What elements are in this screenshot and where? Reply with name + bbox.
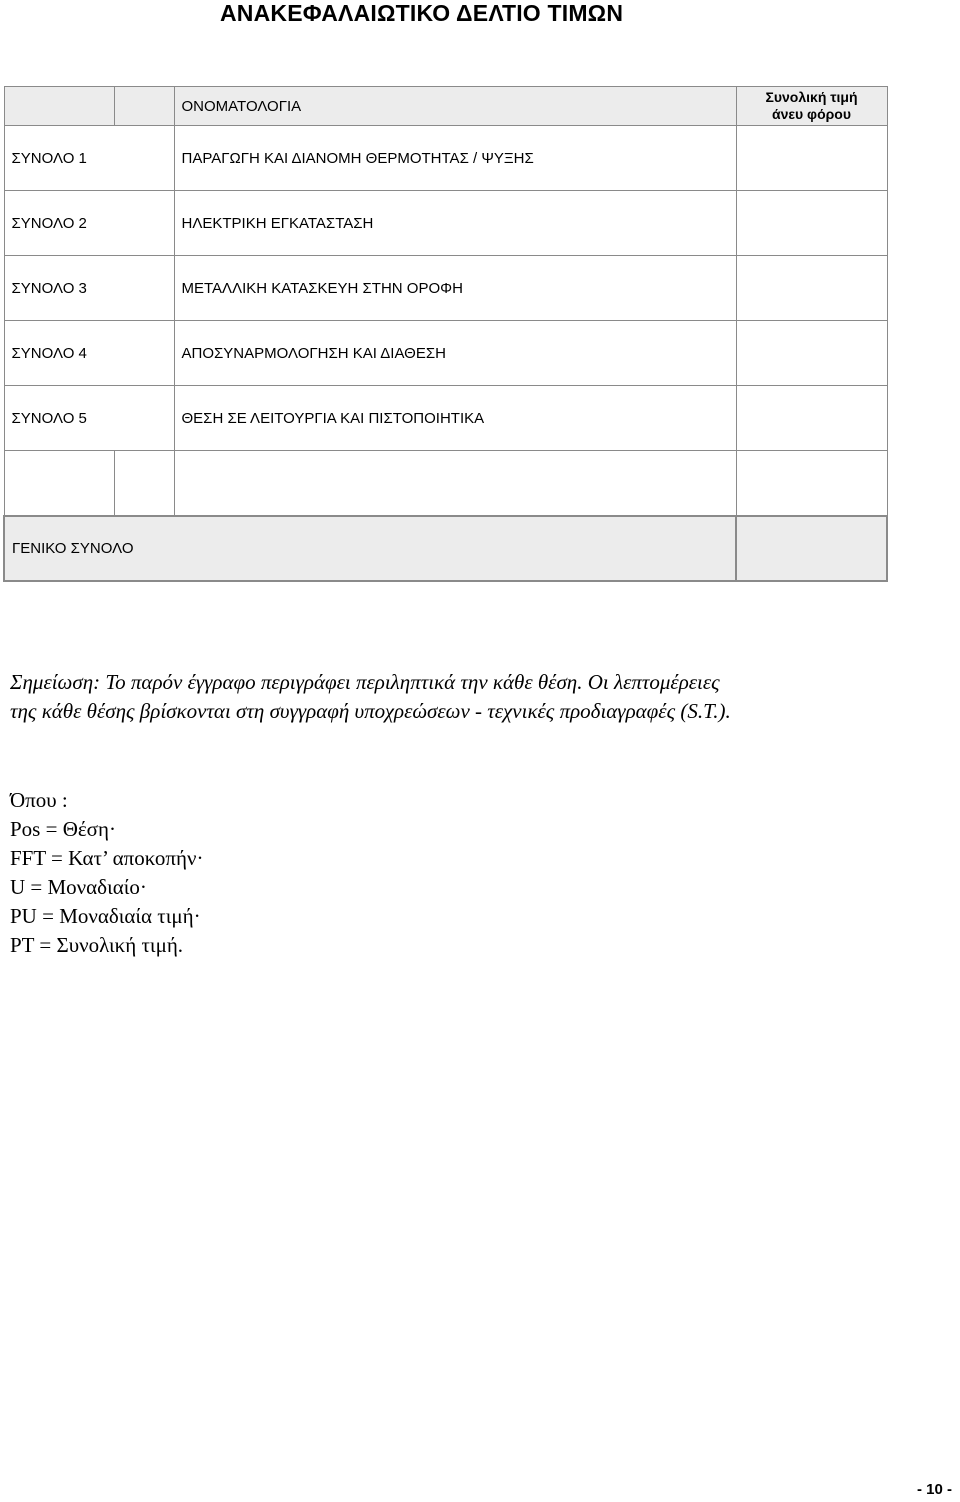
row-code: ΣΥΝΟΛΟ 4 bbox=[4, 321, 174, 386]
row-name: ΘΕΣΗ ΣΕ ΛΕΙΤΟΥΡΓΙΑ ΚΑΙ ΠΙΣΤΟΠΟΙΗΤΙΚΑ bbox=[174, 386, 736, 451]
legend-heading: Όπου : bbox=[10, 788, 68, 812]
header-price-cell bbox=[736, 87, 887, 126]
table-row bbox=[4, 126, 887, 191]
note-paragraph bbox=[10, 668, 950, 726]
row-code bbox=[4, 451, 114, 517]
row-name bbox=[174, 451, 736, 517]
row-name: ΠΑΡΑΓΩΓΗ ΚΑΙ ΔΙΑΝΟΜΗ ΘΕΡΜΟΤΗΤΑΣ / ΨΥΞΗΣ bbox=[174, 126, 736, 191]
grand-total-label: ΓΕΝΙΚΟ ΣΥΝΟΛΟ bbox=[4, 516, 736, 581]
legend-item: Pos = Θέση· bbox=[10, 817, 116, 841]
grand-total-row bbox=[4, 516, 887, 581]
header-name-cell: ΟΝΟΜΑΤΟΛΟΓΙΑ bbox=[174, 87, 736, 126]
note-line: της κάθε θέσης βρίσκονται στη συγγραφή υποχρεώσεων - τεχνικές προδιαγραφές (S.T.). bbox=[10, 699, 731, 723]
header-code-cell bbox=[4, 87, 114, 126]
row-price[interactable] bbox=[736, 321, 887, 386]
row-price[interactable] bbox=[736, 191, 887, 256]
legend-item: FFT = Κατ’ αποκοπήν· bbox=[10, 846, 204, 870]
grand-total-value[interactable] bbox=[736, 516, 887, 581]
row-code: ΣΥΝΟΛΟ 1 bbox=[4, 126, 174, 191]
row-price[interactable] bbox=[736, 126, 887, 191]
row-price[interactable] bbox=[736, 386, 887, 451]
table-row bbox=[4, 386, 887, 451]
row-code: ΣΥΝΟΛΟ 3 bbox=[4, 256, 174, 321]
table-row bbox=[4, 256, 887, 321]
row-code: ΣΥΝΟΛΟ 2 bbox=[4, 191, 174, 256]
table-row bbox=[4, 191, 887, 256]
row-code: ΣΥΝΟΛΟ 5 bbox=[4, 386, 174, 451]
note-line: Σημείωση: Το παρόν έγγραφο περιγράφει περιληπτικά την κάθε θέση. Οι λεπτομέρειες bbox=[10, 670, 720, 694]
row-blank bbox=[114, 451, 174, 517]
header-price-line2: άνευ φόρου bbox=[771, 106, 851, 122]
row-name: ΜΕΤΑΛΛΙΚΗ ΚΑΤΑΣΚΕΥΗ ΣΤΗΝ ΟΡΟΦΗ bbox=[174, 256, 736, 321]
row-name: ΗΛΕΚΤΡΙΚΗ ΕΓΚΑΤΑΣΤΑΣΗ bbox=[174, 191, 736, 256]
row-name: ΑΠΟΣΥΝΑΡΜΟΛΟΓΗΣΗ ΚΑΙ ΔΙΑΘΕΣΗ bbox=[174, 321, 736, 386]
price-summary-table bbox=[3, 86, 888, 582]
legend-item: PU = Μοναδιαία τιμή· bbox=[10, 904, 201, 928]
page-number: - 10 - bbox=[917, 1481, 953, 1498]
table-row-empty bbox=[4, 451, 887, 517]
abbreviation-legend bbox=[10, 786, 203, 960]
header-blank-cell bbox=[114, 87, 174, 126]
legend-item: U = Μοναδιαίο· bbox=[10, 875, 147, 899]
table-row bbox=[4, 321, 887, 386]
document-title: ΑΝΑΚΕΦΑΛΑΙΩΤΙΚΟ ΔΕΛΤΙΟ ΤΙΜΩΝ bbox=[220, 0, 624, 26]
header-price-line1: Συνολική τιμή bbox=[765, 89, 858, 105]
row-price[interactable] bbox=[736, 451, 887, 517]
table-header-row bbox=[4, 87, 887, 126]
row-price[interactable] bbox=[736, 256, 887, 321]
legend-item: PT = Συνολική τιμή. bbox=[10, 933, 184, 957]
